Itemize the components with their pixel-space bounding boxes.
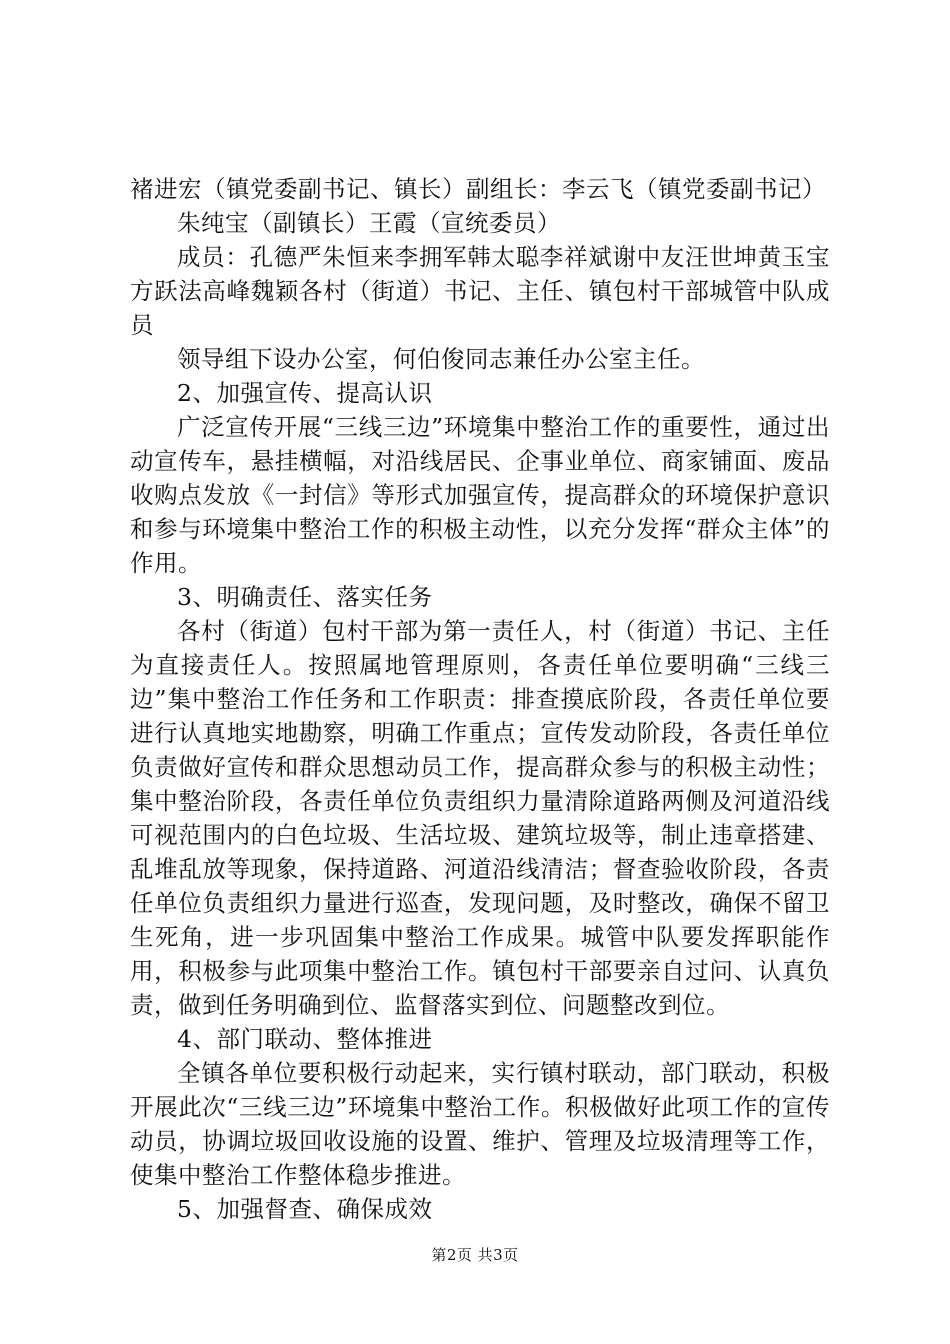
page-number-footer: 第2页 共3页 bbox=[431, 1246, 519, 1264]
responsibility-paragraph: 各村（街道）包村干部为第一责任人，村（街道）书记、主任为直接责任人。按照属地管理原则，各责任单位要明确“三线三边”集中整治工作任务和工作职责：排查摸底阶段，各责任单位要进行认真地实地勘察，明确工作重点；宣传发动阶段，各责任单位负责做好宣传和群众思想动员工作，提高群众参与的积极主动性；集中整治阶段，各责任单位负责组织力量清除道路两侧及河道沿线可视范围内的白色垃圾、生活垃圾、建筑垃圾等，制止违章搭建、乱堆乱放等现象，保持道路、河道沿线清洁；督查验收阶段，各责任单位负责组织力量进行巡查，发现问题，及时整改，确保不留卫生死角，进一步巩固集中整治工作成果。城管中队要发挥职能作用，积极参与此项集中整治工作。镇包村干部要亲自过问、认真负责，做到任务明确到位、监督落实到位、问题整改到位。 bbox=[130, 617, 830, 1019]
section-heading-4: 4、部门联动、整体推进 bbox=[177, 1025, 433, 1053]
section-heading-2: 2、加强宣传、提高认识 bbox=[177, 379, 433, 407]
leader-line-paragraph: 褚进宏（镇党委副书记、镇长）副组长：李云飞（镇党委副书记） bbox=[130, 175, 826, 203]
publicity-paragraph: 广泛宣传开展“三线三边”环境集中整治工作的重要性，通过出动宣传车，悬挂横幅，对沿线居民、企事业单位、商家铺面、废品收购点发放《一封信》等形式加强宣传，提高群众的环境保护意识和参与环境集中整治工作的积极主动性，以充分发挥“群众主体”的作用。 bbox=[130, 413, 830, 577]
document-body bbox=[130, 172, 830, 1226]
section-heading-5: 5、加强督查、确保成效 bbox=[177, 1195, 433, 1223]
office-paragraph: 领导组下设办公室，何伯俊同志兼任办公室主任。 bbox=[177, 345, 705, 373]
members-paragraph: 成员：孔德严朱恒来李拥军韩太聪李祥斌谢中友汪世坤黄玉宝方跃法高峰魏颖各村（街道）书记、主任、镇包村干部城管中队成员 bbox=[130, 243, 830, 339]
deputy-leaders-paragraph: 朱纯宝（副镇长）王霞（宣统委员） bbox=[177, 209, 561, 237]
section-heading-3: 3、明确责任、落实任务 bbox=[177, 583, 433, 611]
linkage-paragraph: 全镇各单位要积极行动起来，实行镇村联动，部门联动，积极开展此次“三线三边”环境集中整治工作。积极做好此项工作的宣传动员，协调垃圾回收设施的设置、维护、管理及垃圾清理等工作，使集中整治工作整体稳步推进。 bbox=[130, 1059, 830, 1189]
